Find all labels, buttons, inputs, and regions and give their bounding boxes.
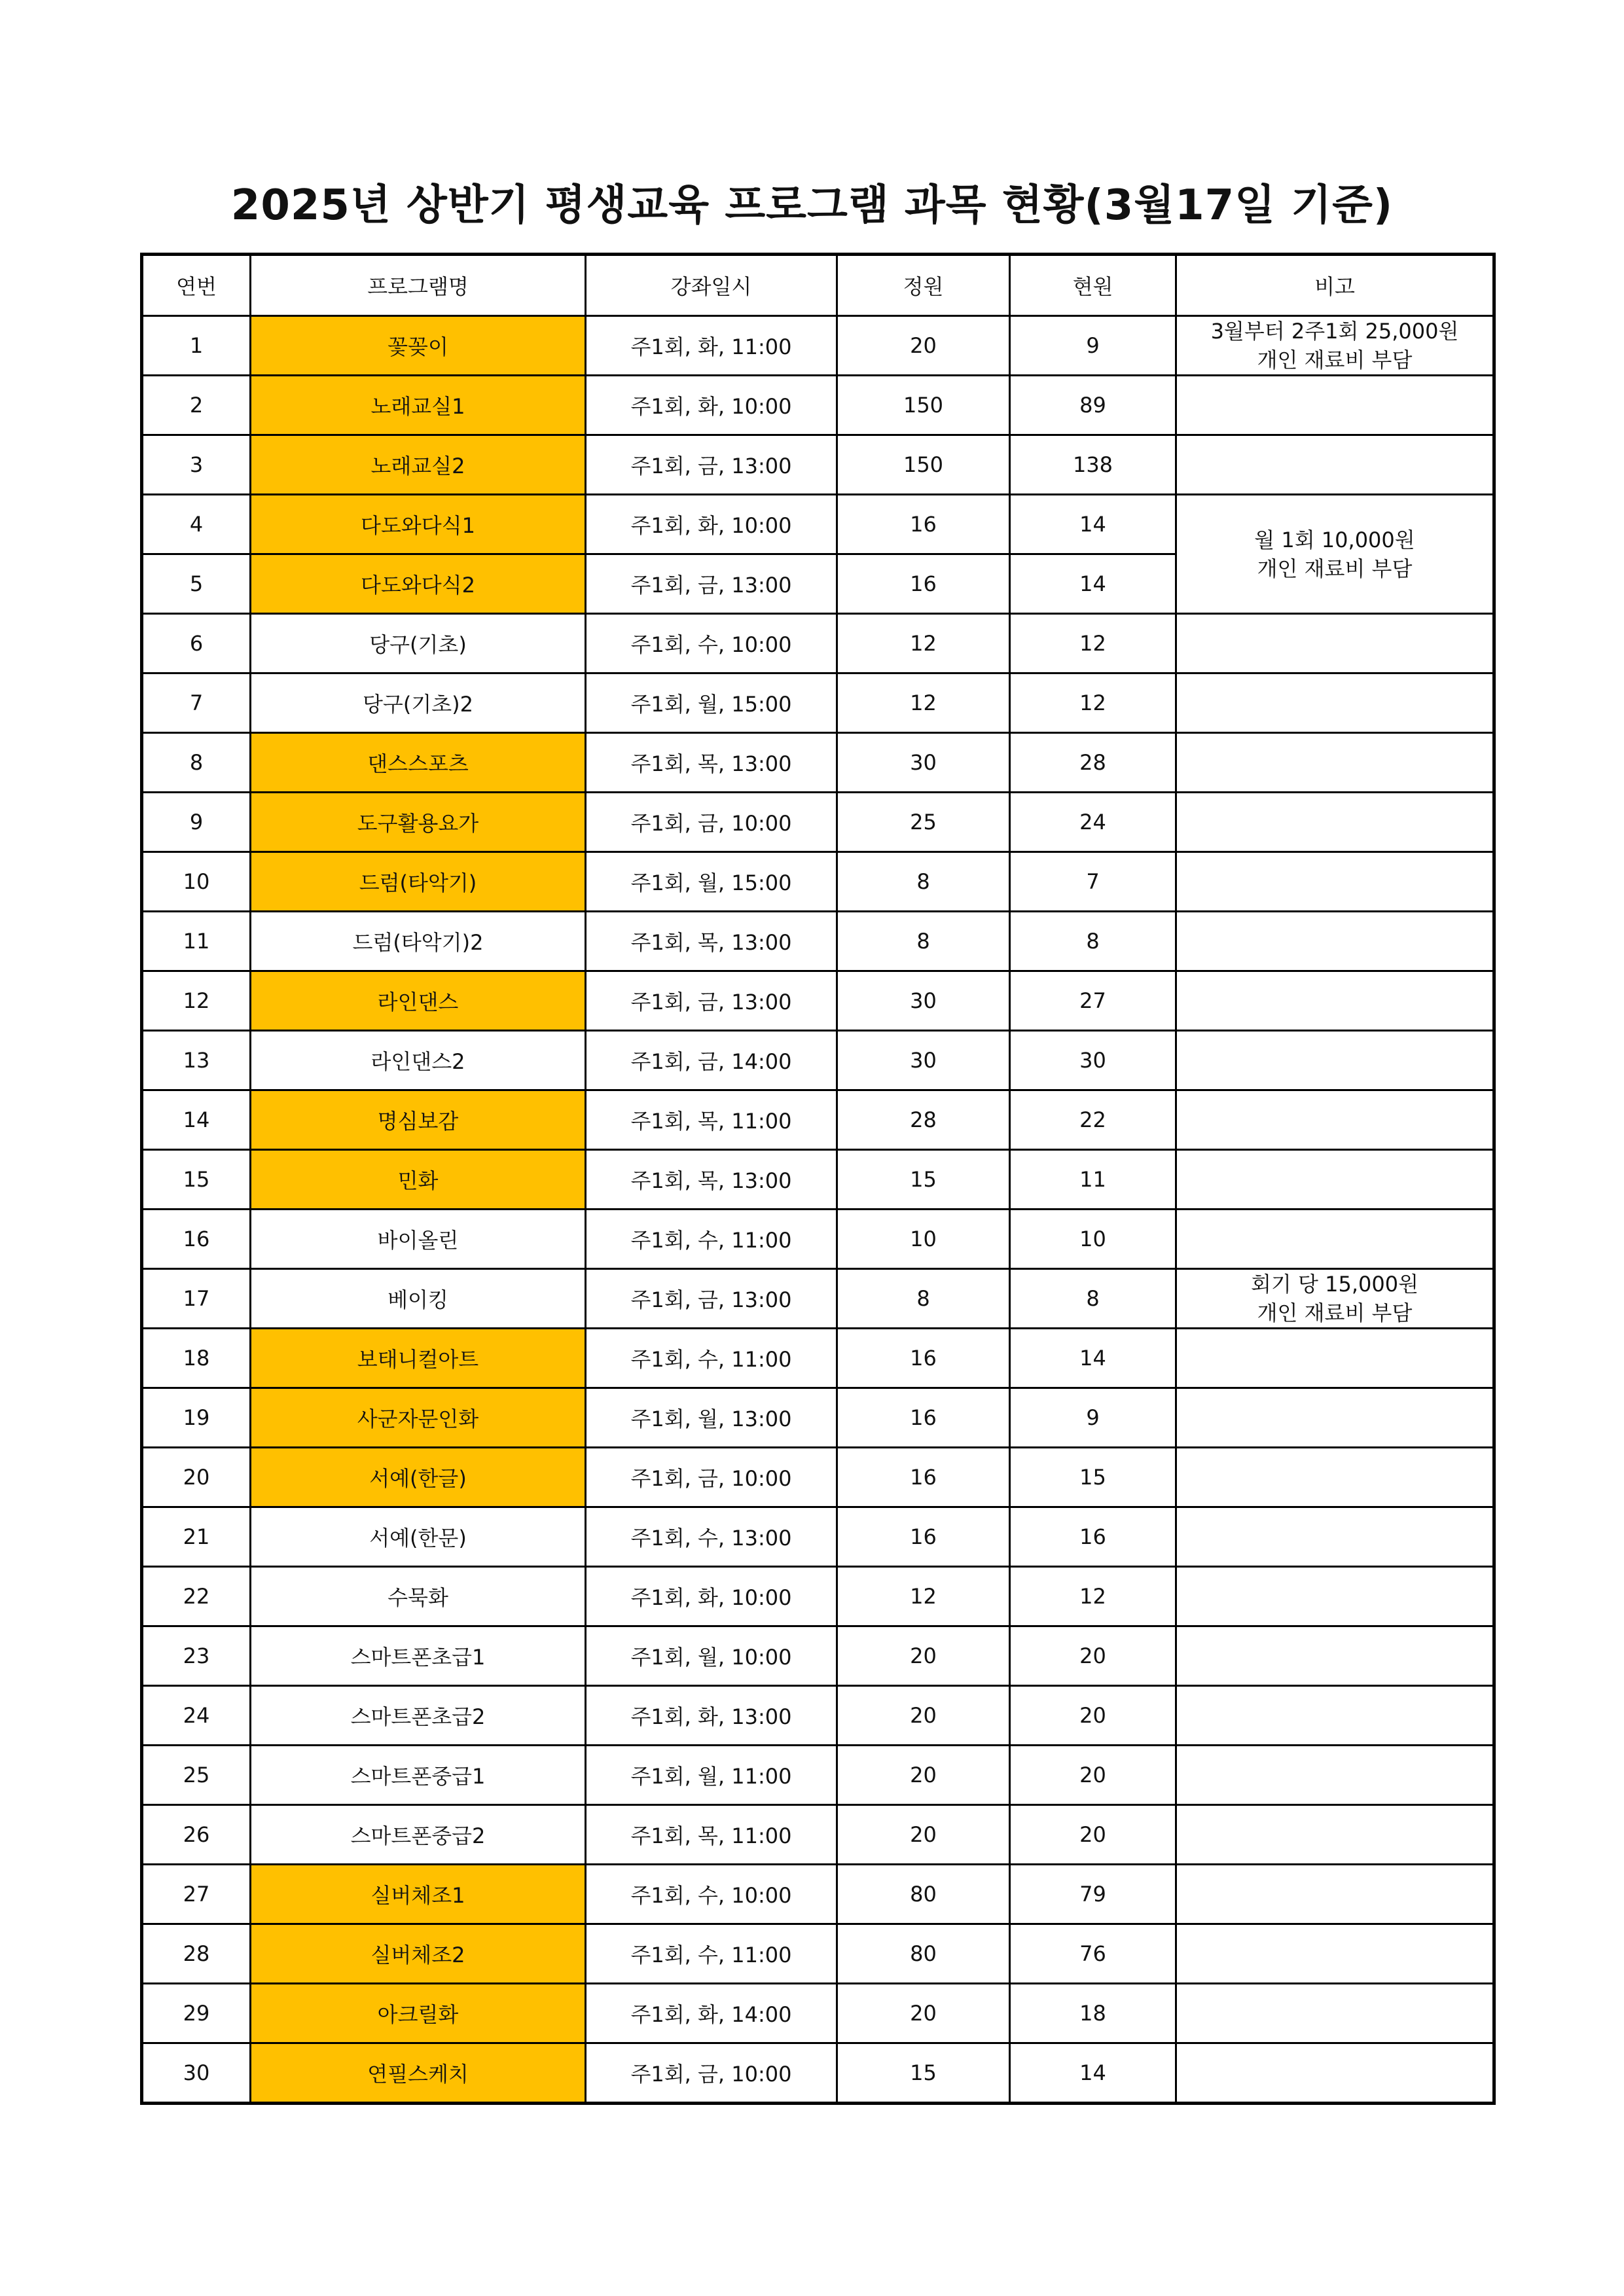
cell-schedule: 주1회, 화, 10:00	[586, 376, 837, 435]
cell-program: 다도와다식1	[251, 495, 586, 554]
cell-schedule: 주1회, 금, 13:00	[586, 435, 837, 495]
cell-schedule: 주1회, 수, 10:00	[586, 1865, 837, 1924]
cell-program: 실버체조1	[251, 1865, 586, 1924]
remark-text: 개인 재료비 부담	[1257, 1300, 1413, 1325]
cell-enrolled: 9	[1010, 316, 1176, 376]
cell-enrolled: 24	[1010, 793, 1176, 852]
cell-enrolled: 20	[1010, 1746, 1176, 1805]
cell-no: 18	[142, 1329, 251, 1388]
table-row	[142, 1626, 1494, 1686]
cell-schedule: 주1회, 월, 15:00	[586, 673, 837, 733]
cell-program: 보태니컬아트	[251, 1329, 586, 1388]
table-row	[142, 1507, 1494, 1567]
cell-no: 9	[142, 793, 251, 852]
table-row	[142, 852, 1494, 912]
cell-remarks	[1176, 1031, 1494, 1090]
cell-enrolled: 16	[1010, 1507, 1176, 1567]
cell-remarks	[1176, 733, 1494, 793]
cell-schedule: 주1회, 수, 10:00	[586, 614, 837, 673]
table-row	[142, 1210, 1494, 1269]
cell-capacity: 16	[837, 1507, 1010, 1567]
cell-schedule: 주1회, 목, 11:00	[586, 1090, 837, 1150]
cell-enrolled: 10	[1010, 1210, 1176, 1269]
table-row	[142, 1984, 1494, 2043]
cell-program: 드럼(타악기)	[251, 852, 586, 912]
cell-enrolled: 14	[1010, 2043, 1176, 2104]
cell-schedule: 주1회, 목, 13:00	[586, 733, 837, 793]
cell-enrolled: 89	[1010, 376, 1176, 435]
table-row	[142, 1448, 1494, 1507]
cell-program: 민화	[251, 1150, 586, 1210]
cell-remarks	[1176, 1329, 1494, 1388]
table-row	[142, 1805, 1494, 1865]
cell-remarks	[1176, 2043, 1494, 2104]
cell-enrolled: 14	[1010, 495, 1176, 554]
cell-schedule: 주1회, 목, 11:00	[586, 1805, 837, 1865]
cell-enrolled: 22	[1010, 1090, 1176, 1150]
table-row	[142, 2043, 1494, 2104]
cell-schedule: 주1회, 금, 10:00	[586, 1448, 837, 1507]
cell-program: 다도와다식2	[251, 554, 586, 614]
cell-program: 노래교실2	[251, 435, 586, 495]
cell-remarks	[1176, 1090, 1494, 1150]
cell-no: 30	[142, 2043, 251, 2104]
cell-capacity: 30	[837, 971, 1010, 1031]
cell-no: 17	[142, 1269, 251, 1329]
cell-program: 스마트폰초급1	[251, 1626, 586, 1686]
cell-enrolled: 76	[1010, 1924, 1176, 1984]
cell-remarks	[1176, 673, 1494, 733]
cell-remarks	[1176, 1567, 1494, 1626]
cell-remarks	[1176, 971, 1494, 1031]
cell-capacity: 25	[837, 793, 1010, 852]
cell-no: 15	[142, 1150, 251, 1210]
cell-remarks	[1176, 495, 1494, 614]
cell-no: 6	[142, 614, 251, 673]
cell-schedule: 주1회, 목, 13:00	[586, 1150, 837, 1210]
cell-program: 사군자문인화	[251, 1388, 586, 1448]
cell-no: 12	[142, 971, 251, 1031]
cell-schedule: 주1회, 금, 14:00	[586, 1031, 837, 1090]
cell-program: 드럼(타악기)2	[251, 912, 586, 971]
cell-schedule: 주1회, 목, 13:00	[586, 912, 837, 971]
remark-text: 개인 재료비 부담	[1257, 348, 1413, 372]
cell-schedule: 주1회, 수, 11:00	[586, 1924, 837, 1984]
cell-capacity: 20	[837, 1805, 1010, 1865]
cell-program: 베이킹	[251, 1269, 586, 1329]
cell-schedule: 주1회, 화, 14:00	[586, 1984, 837, 2043]
cell-program: 댄스스포츠	[251, 733, 586, 793]
cell-no: 13	[142, 1031, 251, 1090]
cell-enrolled: 27	[1010, 971, 1176, 1031]
cell-remarks	[1176, 852, 1494, 912]
table-row	[142, 1686, 1494, 1746]
cell-enrolled: 20	[1010, 1626, 1176, 1686]
cell-no: 8	[142, 733, 251, 793]
cell-schedule: 주1회, 화, 11:00	[586, 316, 837, 376]
cell-schedule: 주1회, 금, 10:00	[586, 793, 837, 852]
cell-capacity: 30	[837, 1031, 1010, 1090]
cell-program: 실버체조2	[251, 1924, 586, 1984]
cell-enrolled: 8	[1010, 1269, 1176, 1329]
cell-remarks	[1176, 1924, 1494, 1984]
cell-schedule: 주1회, 화, 10:00	[586, 495, 837, 554]
cell-capacity: 80	[837, 1924, 1010, 1984]
cell-capacity: 15	[837, 2043, 1010, 2104]
table-row	[142, 376, 1494, 435]
cell-no: 22	[142, 1567, 251, 1626]
cell-program: 연필스케치	[251, 2043, 586, 2104]
cell-remarks	[1176, 1507, 1494, 1567]
cell-enrolled: 20	[1010, 1805, 1176, 1865]
cell-enrolled: 30	[1010, 1031, 1176, 1090]
cell-capacity: 20	[837, 1686, 1010, 1746]
cell-capacity: 12	[837, 673, 1010, 733]
table-row	[142, 912, 1494, 971]
cell-capacity: 150	[837, 435, 1010, 495]
cell-no: 3	[142, 435, 251, 495]
cell-enrolled: 20	[1010, 1686, 1176, 1746]
cell-no: 26	[142, 1805, 251, 1865]
remark-text: 회기 당 15,000원	[1251, 1272, 1418, 1297]
table-row	[142, 1865, 1494, 1924]
table-row	[142, 733, 1494, 793]
cell-remarks	[1176, 1626, 1494, 1686]
cell-remarks	[1176, 1865, 1494, 1924]
cell-schedule: 주1회, 월, 13:00	[586, 1388, 837, 1448]
header-remarks: 비고	[1176, 255, 1494, 316]
cell-enrolled: 12	[1010, 1567, 1176, 1626]
header-schedule: 강좌일시	[586, 255, 837, 316]
table-row	[142, 1388, 1494, 1448]
cell-no: 16	[142, 1210, 251, 1269]
cell-capacity: 30	[837, 733, 1010, 793]
table-row	[142, 1090, 1494, 1150]
cell-schedule: 주1회, 수, 11:00	[586, 1210, 837, 1269]
table-row	[142, 1746, 1494, 1805]
cell-remarks	[1176, 1686, 1494, 1746]
cell-remarks	[1176, 1150, 1494, 1210]
table-row	[142, 793, 1494, 852]
cell-schedule: 주1회, 금, 13:00	[586, 971, 837, 1031]
cell-remarks	[1176, 435, 1494, 495]
cell-no: 21	[142, 1507, 251, 1567]
cell-no: 19	[142, 1388, 251, 1448]
cell-no: 10	[142, 852, 251, 912]
table-row	[142, 971, 1494, 1031]
cell-enrolled: 7	[1010, 852, 1176, 912]
cell-program: 당구(기초)2	[251, 673, 586, 733]
cell-capacity: 15	[837, 1150, 1010, 1210]
cell-no: 4	[142, 495, 251, 554]
cell-no: 14	[142, 1090, 251, 1150]
cell-remarks	[1176, 1269, 1494, 1329]
cell-enrolled: 12	[1010, 614, 1176, 673]
cell-remarks	[1176, 793, 1494, 852]
cell-program: 바이올린	[251, 1210, 586, 1269]
cell-remarks	[1176, 316, 1494, 376]
cell-schedule: 주1회, 월, 11:00	[586, 1746, 837, 1805]
cell-capacity: 16	[837, 1448, 1010, 1507]
table-row	[142, 1269, 1494, 1329]
table-row	[142, 1031, 1494, 1090]
cell-capacity: 16	[837, 1388, 1010, 1448]
cell-capacity: 16	[837, 1329, 1010, 1388]
cell-no: 2	[142, 376, 251, 435]
header-no: 연번	[142, 255, 251, 316]
remark-text: 개인 재료비 부담	[1257, 556, 1413, 581]
cell-program: 명심보감	[251, 1090, 586, 1150]
cell-capacity: 20	[837, 1626, 1010, 1686]
cell-capacity: 20	[837, 316, 1010, 376]
cell-no: 24	[142, 1686, 251, 1746]
cell-no: 11	[142, 912, 251, 971]
cell-capacity: 12	[837, 1567, 1010, 1626]
cell-enrolled: 138	[1010, 435, 1176, 495]
cell-schedule: 주1회, 금, 13:00	[586, 1269, 837, 1329]
cell-capacity: 10	[837, 1210, 1010, 1269]
cell-program: 스마트폰중급1	[251, 1746, 586, 1805]
table-row	[142, 1924, 1494, 1984]
cell-schedule: 주1회, 금, 10:00	[586, 2043, 837, 2104]
cell-program: 당구(기초)	[251, 614, 586, 673]
cell-capacity: 16	[837, 495, 1010, 554]
table-row	[142, 1567, 1494, 1626]
cell-program: 스마트폰초급2	[251, 1686, 586, 1746]
cell-enrolled: 8	[1010, 912, 1176, 971]
cell-remarks	[1176, 1746, 1494, 1805]
cell-enrolled: 9	[1010, 1388, 1176, 1448]
cell-capacity: 20	[837, 1984, 1010, 2043]
cell-enrolled: 28	[1010, 733, 1176, 793]
cell-remarks	[1176, 1388, 1494, 1448]
cell-no: 27	[142, 1865, 251, 1924]
cell-capacity: 28	[837, 1090, 1010, 1150]
remark-text: 월 1회 10,000원	[1254, 527, 1415, 552]
cell-remarks	[1176, 1984, 1494, 2043]
table-row	[142, 495, 1494, 554]
cell-program: 도구활용요가	[251, 793, 586, 852]
table-header-row	[142, 255, 1494, 316]
cell-enrolled: 14	[1010, 1329, 1176, 1388]
cell-enrolled: 14	[1010, 554, 1176, 614]
cell-remarks	[1176, 614, 1494, 673]
cell-program: 꽃꽂이	[251, 316, 586, 376]
cell-remarks	[1176, 1805, 1494, 1865]
cell-schedule: 주1회, 수, 13:00	[586, 1507, 837, 1567]
cell-no: 5	[142, 554, 251, 614]
cell-program: 아크릴화	[251, 1984, 586, 2043]
cell-remarks	[1176, 1448, 1494, 1507]
cell-schedule: 주1회, 화, 13:00	[586, 1686, 837, 1746]
cell-schedule: 주1회, 화, 10:00	[586, 1567, 837, 1626]
cell-program: 라인댄스2	[251, 1031, 586, 1090]
cell-schedule: 주1회, 월, 15:00	[586, 852, 837, 912]
cell-no: 25	[142, 1746, 251, 1805]
header-capacity: 정원	[837, 255, 1010, 316]
header-enrolled: 현원	[1010, 255, 1176, 316]
cell-remarks	[1176, 912, 1494, 971]
cell-capacity: 8	[837, 1269, 1010, 1329]
remark-text: 3월부터 2주1회 25,000원	[1210, 319, 1459, 344]
cell-no: 1	[142, 316, 251, 376]
cell-capacity: 20	[837, 1746, 1010, 1805]
cell-capacity: 8	[837, 852, 1010, 912]
cell-program: 노래교실1	[251, 376, 586, 435]
cell-capacity: 12	[837, 614, 1010, 673]
cell-program: 라인댄스	[251, 971, 586, 1031]
cell-schedule: 주1회, 수, 11:00	[586, 1329, 837, 1388]
cell-program: 서예(한글)	[251, 1448, 586, 1507]
cell-enrolled: 79	[1010, 1865, 1176, 1924]
cell-capacity: 80	[837, 1865, 1010, 1924]
table-row	[142, 1150, 1494, 1210]
cell-enrolled: 18	[1010, 1984, 1176, 2043]
cell-schedule: 주1회, 월, 10:00	[586, 1626, 837, 1686]
cell-capacity: 16	[837, 554, 1010, 614]
cell-enrolled: 12	[1010, 673, 1176, 733]
cell-remarks	[1176, 1210, 1494, 1269]
cell-remarks	[1176, 376, 1494, 435]
table-row	[142, 673, 1494, 733]
cell-capacity: 150	[837, 376, 1010, 435]
cell-no: 23	[142, 1626, 251, 1686]
table-row	[142, 435, 1494, 495]
cell-enrolled: 11	[1010, 1150, 1176, 1210]
table-row	[142, 614, 1494, 673]
table-row	[142, 1329, 1494, 1388]
header-program: 프로그램명	[251, 255, 586, 316]
table-body	[142, 316, 1494, 2104]
cell-no: 29	[142, 1984, 251, 2043]
cell-capacity: 8	[837, 912, 1010, 971]
cell-program: 스마트폰중급2	[251, 1805, 586, 1865]
cell-program: 서예(한문)	[251, 1507, 586, 1567]
table-row	[142, 316, 1494, 376]
program-table	[140, 253, 1496, 2105]
cell-program: 수묵화	[251, 1567, 586, 1626]
cell-schedule: 주1회, 금, 13:00	[586, 554, 837, 614]
cell-enrolled: 15	[1010, 1448, 1176, 1507]
cell-no: 20	[142, 1448, 251, 1507]
cell-no: 7	[142, 673, 251, 733]
cell-no: 28	[142, 1924, 251, 1984]
document-title: 2025년 상반기 평생교육 프로그램 과목 현황(3월17일 기준)	[230, 181, 1394, 230]
